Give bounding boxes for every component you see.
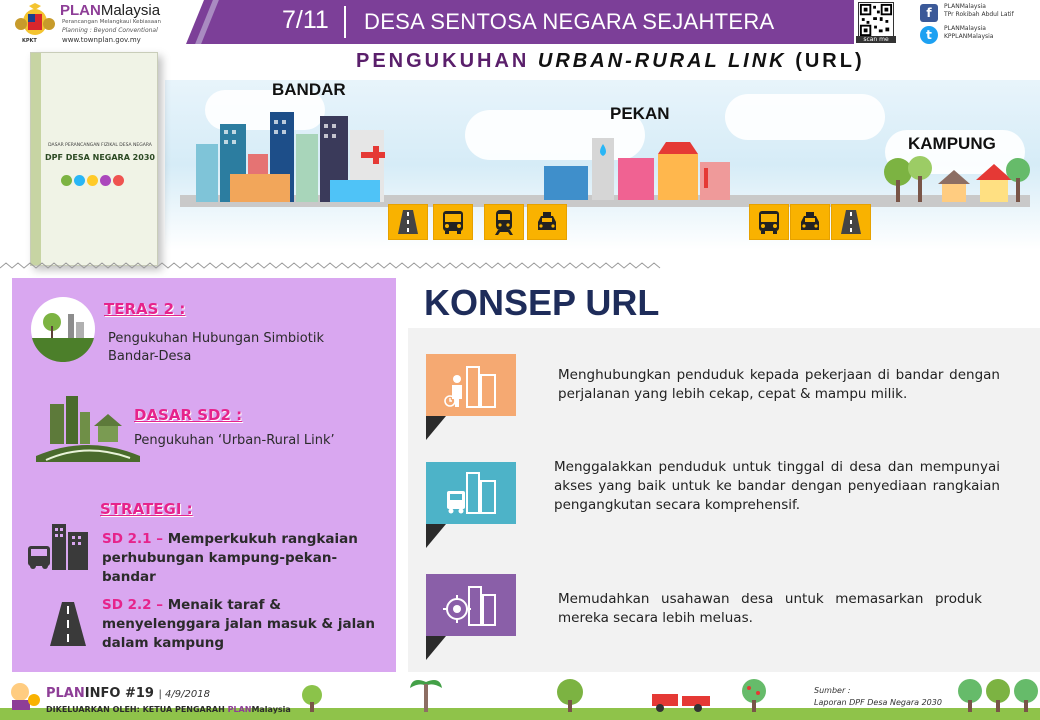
strategy-sd21: SD 2.1 – Memperkukuh rangkaian perhubungan kampung-pekan-bandar (102, 531, 358, 585)
title-bar (186, 0, 854, 44)
place-label-bandar: BANDAR (272, 80, 346, 99)
qr-code-icon[interactable] (858, 2, 894, 38)
ministry-label: KPKT (22, 38, 37, 44)
concept-text-3: Memudahkan usahawan desa untuk memasarkan produk mereka secara lebih meluas. (558, 591, 982, 626)
commuter-city-icon (441, 361, 501, 409)
footer (0, 672, 1040, 720)
town-illustration (540, 128, 734, 200)
teras-heading: TERAS 2 : (104, 300, 186, 318)
taxi-icon (527, 204, 567, 240)
concept-title: KONSEP URL (424, 282, 660, 323)
village-illustration (880, 150, 1030, 204)
dpf-book-cover (30, 52, 158, 266)
issue-number: 7/11 (282, 6, 329, 34)
book-subtitle: DASAR PERANCANGAN FIZIKAL DESA NEGARA (48, 143, 152, 148)
social-links (918, 2, 1038, 46)
teras-text: Pengukuhan Hubungan Simbiotik Bandar-Desa (108, 331, 324, 364)
brand-tagline-en: Planning : Beyond Conventional (62, 27, 158, 34)
bus-city-icon (26, 522, 92, 572)
concept-icon-box-2 (426, 462, 516, 524)
concept-text-1: Menghubungkan penduduk kepada pekerjaan di bandar dengan perjalanan yang lebih cekap, cepat & mampu milik. (558, 367, 1000, 402)
strategy-sd22: SD 2.2 – Menaik taraf & menyelenggara jalan masuk & jalan dalam kampung (102, 597, 375, 651)
strategy-panel (12, 278, 396, 672)
coat-of-arms-icon (14, 2, 56, 40)
social-link-facebook[interactable]: f PLANMalaysia TPr Rokibah Abdul Latif (918, 2, 1038, 22)
green-city-icon (30, 296, 96, 362)
book-emblems (61, 171, 141, 183)
qr-label: scan me (856, 36, 896, 43)
factory-city-icon (441, 581, 501, 629)
social-link-twitter[interactable]: t PLANMalaysia KPPLANMalaysia (918, 24, 1038, 44)
source-label: Sumber : (814, 686, 851, 695)
header (0, 0, 1040, 48)
road-icon (48, 600, 88, 648)
tree-icon (552, 678, 588, 712)
palm-tree-icon (408, 674, 444, 712)
dasar-heading: DASAR SD2 : (134, 406, 243, 424)
orchard-icon (956, 678, 1040, 712)
brand-tagline: Perancangan Melangkaui Kebiasaan (62, 19, 162, 25)
strategi-heading: STRATEGI : (100, 500, 193, 518)
concept-tab-2 (426, 524, 446, 548)
planmalaysia-logo[interactable] (8, 2, 193, 46)
taxi-icon (790, 204, 830, 240)
planinfo-issue: PLANINFO #19 | 4/9/2018 (46, 686, 210, 701)
source-text: Laporan DPF Desa Negara 2030 (814, 698, 942, 707)
book-title: DPF DESA NEGARA 2030 (45, 153, 155, 162)
city-illustration (190, 104, 402, 202)
issued-by: DIKELUARKAN OLEH: KETUA PENGARAH PLANMalaysia (46, 705, 291, 714)
place-label-kampung: KAMPUNG (908, 134, 996, 153)
concept-text-2: Menggalakkan penduduk untuk tinggal di desa dan mempunyai akses yang baik untuk ke bandar dengan penyediaan rangkaian pengangkutan secara komprehensif. (554, 459, 1000, 513)
tractor-icon (648, 686, 714, 712)
concept-tab-3 (426, 636, 446, 660)
planinfo-mascot-icon (6, 680, 42, 712)
website-link[interactable]: www.townplan.gov.my (62, 36, 141, 44)
twitter-icon: t (920, 26, 938, 44)
road-icon (388, 204, 428, 240)
dasar-text: Pengukuhan ‘Urban-Rural Link’ (134, 433, 335, 448)
train-icon (484, 204, 524, 240)
concept-icon-box-3 (426, 574, 516, 636)
bus-city-icon (441, 469, 501, 517)
tree-icon (738, 678, 770, 712)
divider (344, 6, 346, 38)
tree-icon (298, 684, 326, 712)
page-title: DESA SENTOSA NEGARA SEJAHTERA (364, 9, 775, 34)
place-label-pekan: PEKAN (610, 104, 670, 123)
bus-icon (749, 204, 789, 240)
facebook-icon: f (920, 4, 938, 22)
brand-name: PLANMalaysia (60, 2, 161, 19)
bus-icon (433, 204, 473, 240)
url-heading: PENGUKUHAN URBAN-RURAL LINK (URL) (356, 50, 865, 72)
road-icon (831, 204, 871, 240)
concept-icon-box-1 (426, 354, 516, 416)
section-divider (0, 262, 1040, 274)
concept-tab-1 (426, 416, 446, 440)
urban-rural-icon (36, 396, 140, 462)
